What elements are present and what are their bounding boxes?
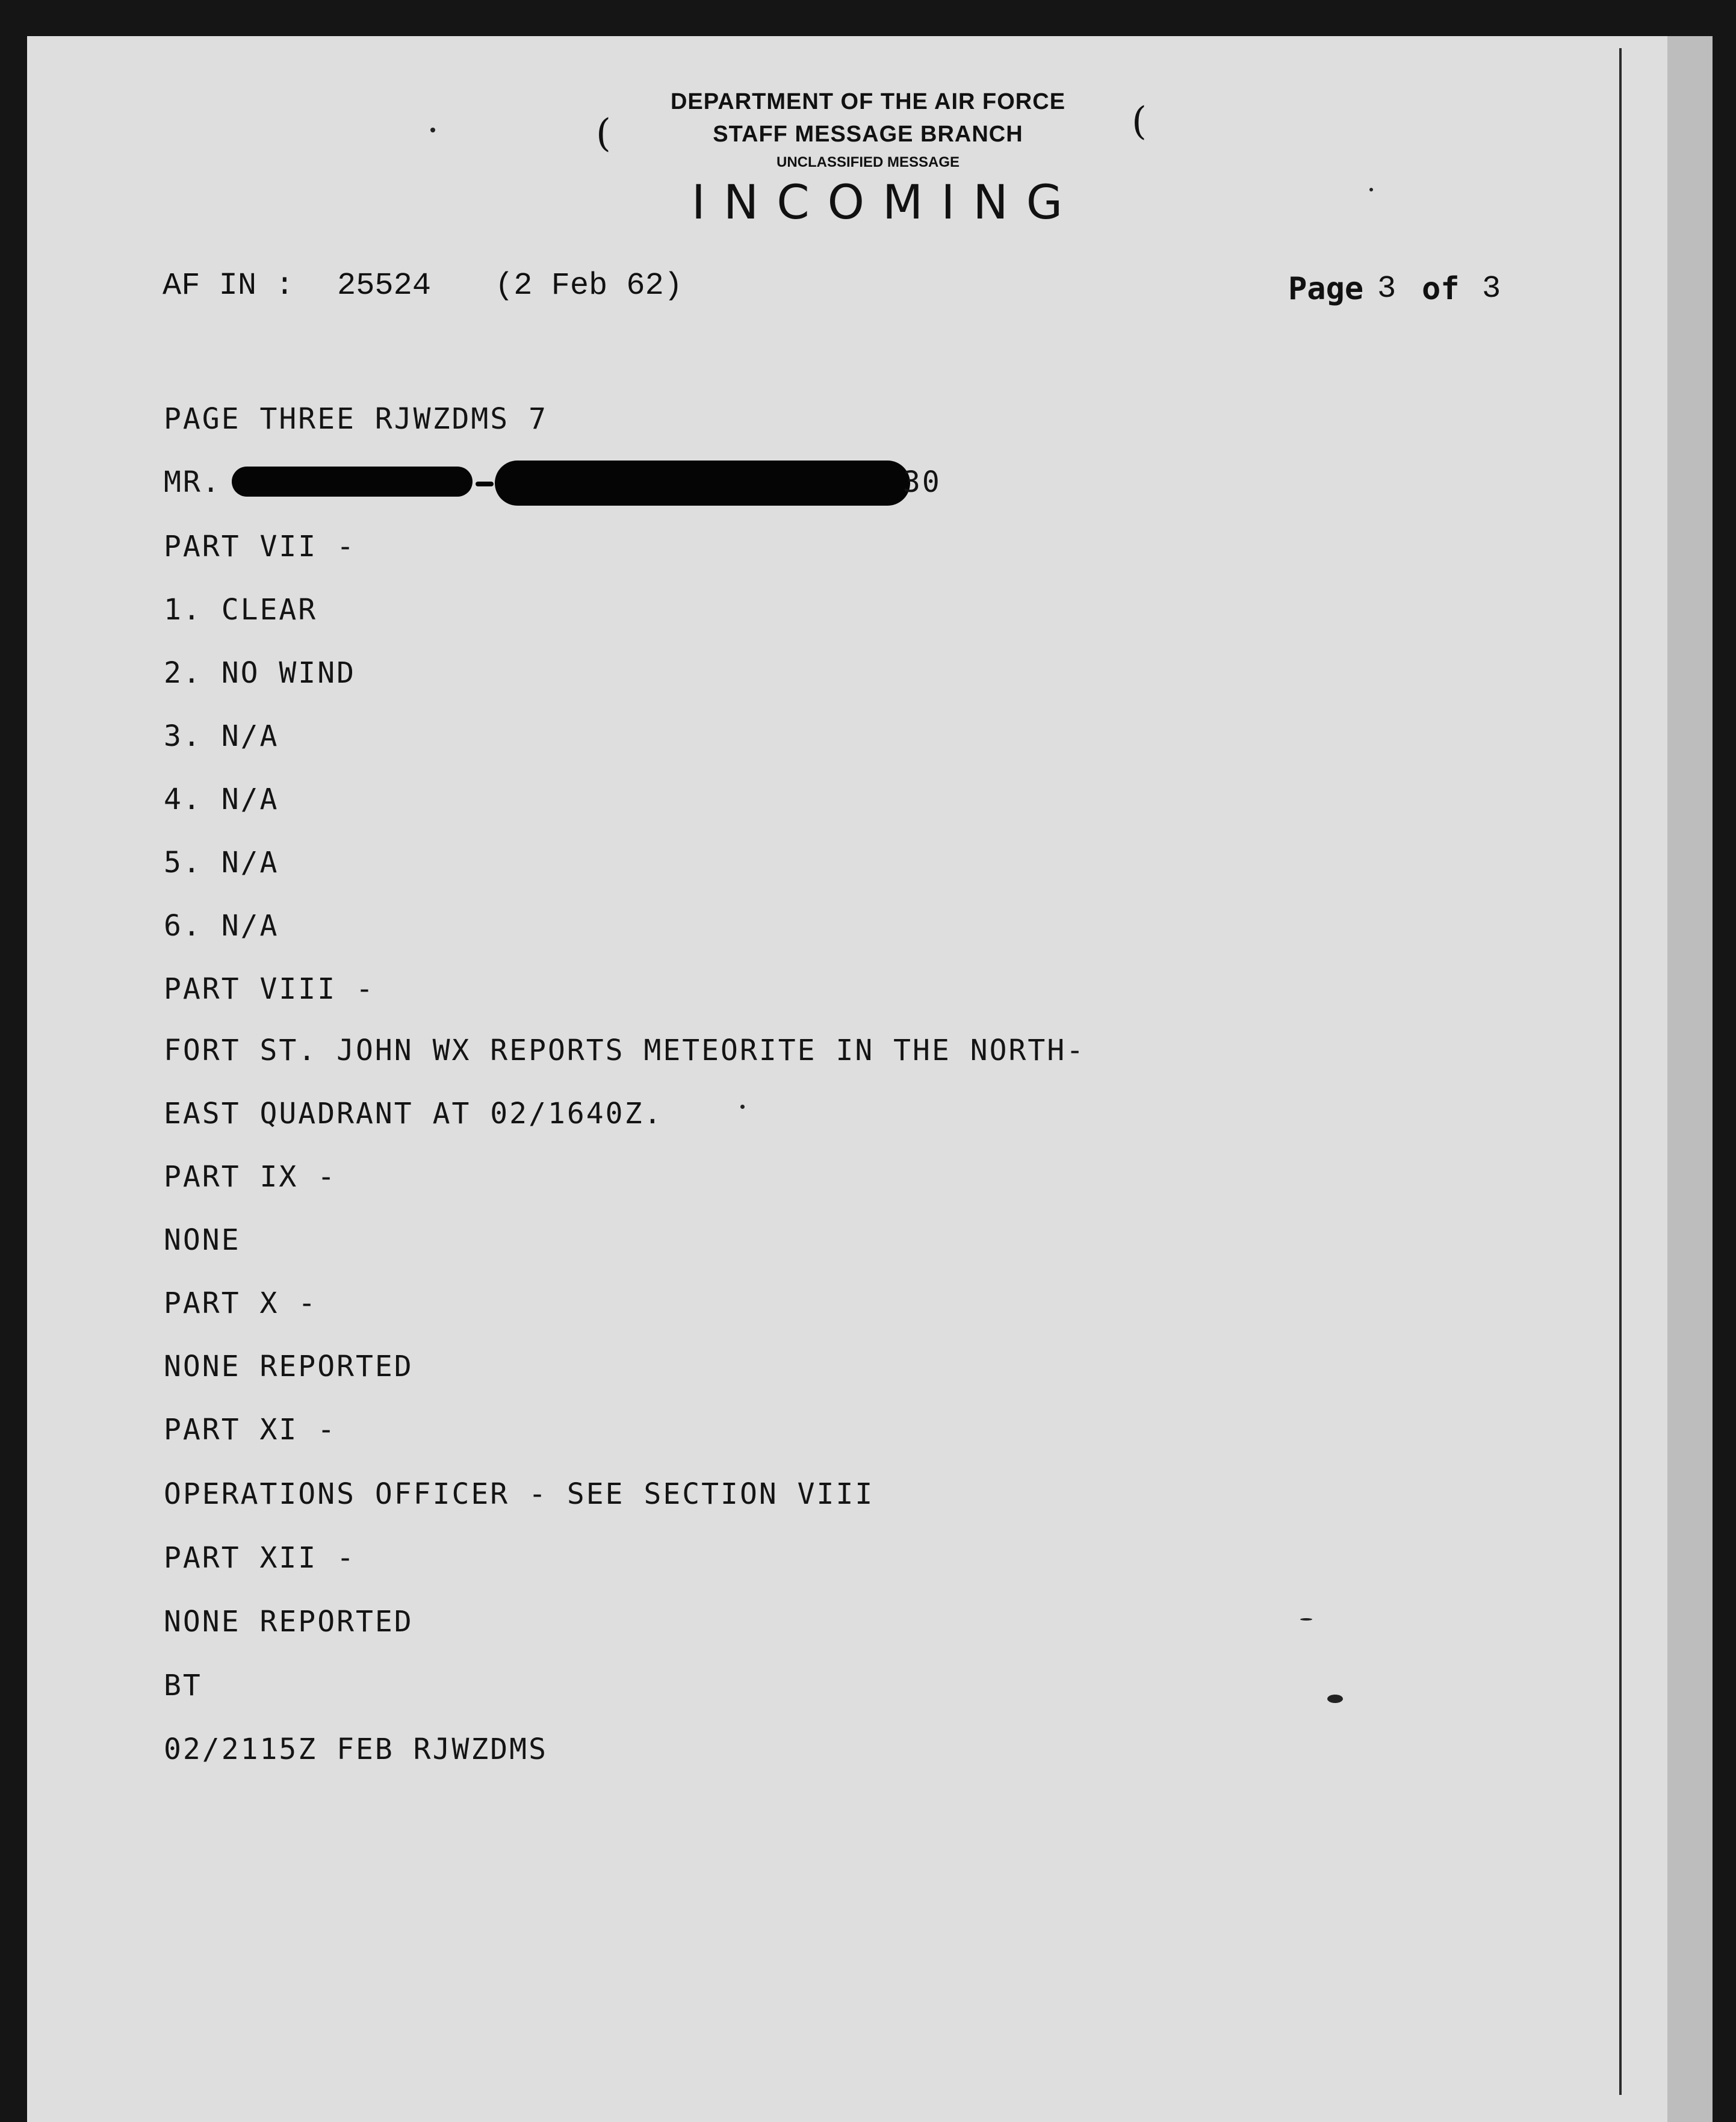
af-in-number: 25524 bbox=[337, 268, 432, 303]
list-item: 2. NO WIND bbox=[164, 656, 356, 690]
part-xi-content: OPERATIONS OFFICER - SEE SECTION VIII bbox=[164, 1477, 875, 1511]
part-xii-content: NONE REPORTED bbox=[164, 1605, 414, 1639]
ink-speck bbox=[740, 1105, 745, 1109]
ink-blot bbox=[1327, 1695, 1343, 1703]
af-in-label: AF IN : bbox=[163, 268, 294, 303]
message-date: (2 Feb 62) bbox=[495, 268, 683, 303]
ink-speck bbox=[1369, 188, 1373, 191]
break-marker: BT bbox=[164, 1669, 202, 1702]
paper-edge-line bbox=[1619, 48, 1622, 2095]
part-viii-heading: PART VIII - bbox=[164, 972, 375, 1006]
redaction-mark-1 bbox=[232, 467, 473, 497]
department-heading: DEPARTMENT OF THE AIR FORCE bbox=[670, 89, 1066, 114]
list-item: 4. N/A bbox=[164, 783, 279, 816]
list-item: 6. N/A bbox=[164, 909, 279, 943]
part-ix-content: NONE bbox=[164, 1223, 241, 1257]
branch-heading: STAFF MESSAGE BRANCH bbox=[713, 122, 1023, 147]
dtg-line: 02/2115Z FEB RJWZDMS bbox=[164, 1733, 548, 1766]
part-x-heading: PART X - bbox=[164, 1286, 318, 1320]
list-item: 3. N/A bbox=[164, 719, 279, 753]
paper-sheet bbox=[27, 36, 1676, 2122]
part-vii-heading: PART VII - bbox=[164, 530, 356, 563]
page-label: Page bbox=[1288, 271, 1364, 307]
punch-mark-left: ( bbox=[596, 111, 611, 156]
addressee-prefix: MR. bbox=[164, 465, 222, 499]
part-xi-heading: PART XI - bbox=[164, 1413, 337, 1447]
redaction-mark-2 bbox=[495, 461, 910, 506]
incoming-title: INCOMING bbox=[691, 176, 1081, 230]
list-item: 1. CLEAR bbox=[164, 593, 318, 627]
page-current: 3 bbox=[1377, 271, 1397, 306]
classification-label: UNCLASSIFIED MESSAGE bbox=[776, 154, 960, 170]
ink-speck bbox=[430, 128, 435, 132]
redaction-dash bbox=[476, 482, 494, 486]
report-line-2: EAST QUADRANT AT 02/1640Z. bbox=[164, 1097, 663, 1131]
page-total: 3 bbox=[1482, 271, 1501, 306]
paper-shadow bbox=[1667, 36, 1713, 2122]
part-x-content: NONE REPORTED bbox=[164, 1350, 414, 1383]
report-line-1: FORT ST. JOHN WX REPORTS METEORITE IN THE NORTH- bbox=[164, 1034, 1086, 1067]
list-item: 5. N/A bbox=[164, 846, 279, 880]
ink-blot bbox=[1300, 1618, 1312, 1621]
routing-line: PAGE THREE RJWZDMS 7 bbox=[164, 402, 548, 436]
part-ix-heading: PART IX - bbox=[164, 1160, 337, 1194]
page-of: of bbox=[1422, 271, 1460, 307]
addressee-suffix: 30 bbox=[903, 465, 941, 499]
part-xii-heading: PART XII - bbox=[164, 1541, 356, 1575]
punch-mark-right: ( bbox=[1132, 99, 1147, 144]
